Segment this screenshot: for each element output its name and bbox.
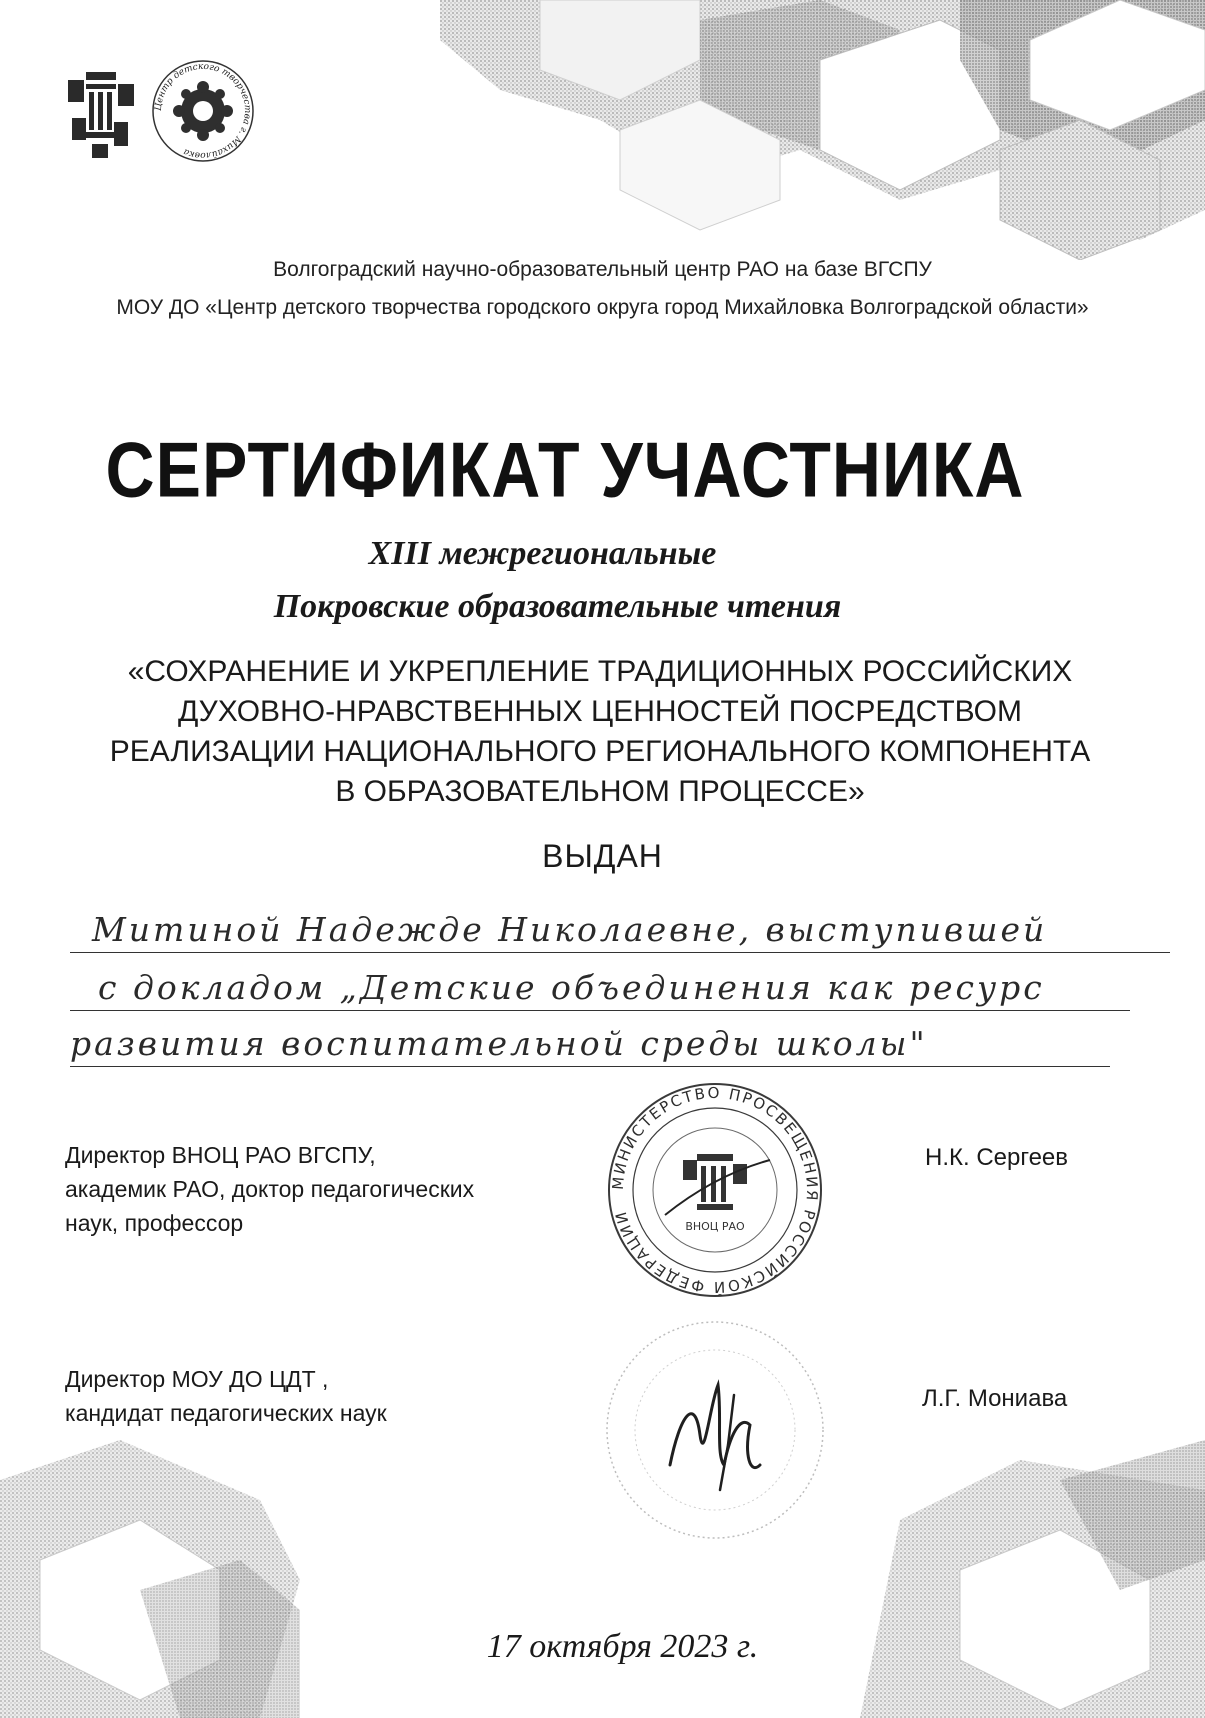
event-theme xyxy=(60,652,1140,812)
event-line-2: Покровские образовательные чтения xyxy=(273,588,842,625)
signatory-1-role-line-2: академик РАО, доктор педагогических xyxy=(65,1176,475,1202)
seal-inner-text: ВНОЦ РАО xyxy=(685,1220,745,1233)
certificate-title: СЕРТИФИКАТ УЧАСТНИКА xyxy=(105,426,1025,514)
cdt-logo-ring-text: Центр детского творчества г. Михайловка xyxy=(153,61,253,161)
handwriting-rule-1 xyxy=(70,952,1170,953)
signatory-2-name: Л.Г. Мониава xyxy=(922,1385,1068,1412)
handwriting-rule-3 xyxy=(70,1066,1110,1067)
event-theme-line-3: РЕАЛИЗАЦИИ НАЦИОНАЛЬНОГО РЕГИОНАЛЬНОГО КОМПОНЕНТА xyxy=(109,735,1091,768)
signatory-1-role xyxy=(65,1138,474,1240)
official-round-seal xyxy=(605,1080,825,1300)
vgspu-logo xyxy=(62,62,140,162)
seal-ring-text: МИНИСТЕРСТВО ПРОСВЕЩЕНИЯ РОССИЙСКОЙ ФЕДЕРАЦИИ xyxy=(608,1083,822,1297)
issued-label: ВЫДАН xyxy=(542,838,663,874)
event-theme-line-4: В ОБРАЗОВАТЕЛЬНОМ ПРОЦЕССЕ» xyxy=(335,775,865,808)
handwriting-rule-2 xyxy=(70,1010,1130,1011)
signatory-2-role-line-2: кандидат педагогических наук xyxy=(65,1400,387,1426)
organization-line-1: Волгоградский научно-образовательный центр РАО на базе ВГСПУ xyxy=(273,258,932,281)
event-theme-line-1: «СОХРАНЕНИЕ И УКРЕПЛЕНИЕ ТРАДИЦИОННЫХ РОССИЙСКИХ xyxy=(127,655,1073,688)
handwritten-signature-mark xyxy=(670,1385,760,1468)
organization-line-2: МОУ ДО «Центр детского творчества городского округа город Михайловка Волгоградской области» xyxy=(116,296,1089,319)
event-theme-line-2: ДУХОВНО-НРАВСТВЕННЫХ ЦЕННОСТЕЙ ПОСРЕДСТВОМ xyxy=(178,695,1022,728)
signatory-2-role-line-1: Директор МОУ ДО ЦДТ , xyxy=(65,1366,329,1392)
signature-with-faint-stamp xyxy=(600,1315,830,1545)
recipient-handwritten-line-1: Митиной Надежде Николаевне, выступившей xyxy=(92,910,1048,949)
signatory-1-role-line-1: Директор ВНОЦ РАО ВГСПУ, xyxy=(65,1142,376,1168)
cdt-logo xyxy=(150,58,256,164)
recipient-handwritten-line-2: с докладом „Детские объединения как ресурс xyxy=(98,968,1045,1007)
signatory-1-role-line-3: наук, профессор xyxy=(65,1210,244,1236)
issue-date: 17 октября 2023 г. xyxy=(486,1628,759,1665)
signatory-1-name: Н.К. Сергеев xyxy=(925,1144,1069,1171)
event-line-1: XIII межрегиональные xyxy=(368,535,717,572)
recipient-handwritten-line-3: развития воспитательной среды школы" xyxy=(70,1024,928,1063)
signatory-2-role xyxy=(65,1362,387,1430)
